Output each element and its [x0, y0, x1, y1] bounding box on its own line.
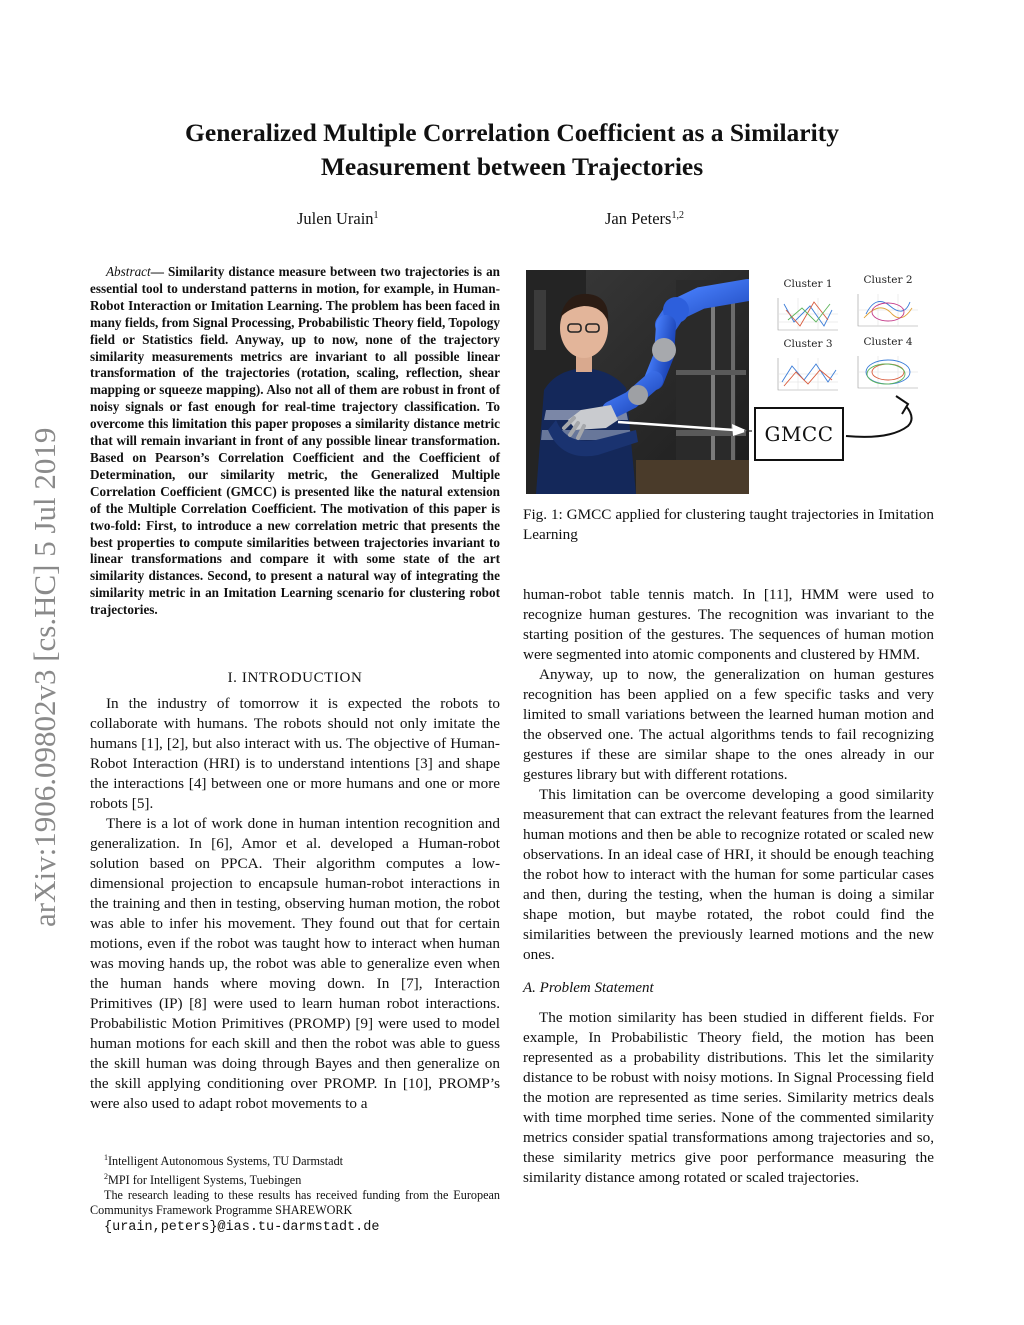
- figure-1: [526, 270, 926, 494]
- section-heading: I. INTRODUCTION: [227, 670, 363, 686]
- cluster-plot-3: Cluster 3: [770, 338, 846, 396]
- robot-interaction-photo: [526, 270, 749, 494]
- cluster-plot-1: Cluster 1: [770, 278, 846, 336]
- gmcc-box: GMCC: [754, 407, 844, 461]
- cluster-plot-2: Cluster 2: [850, 274, 926, 332]
- email-address[interactable]: {urain,peters}@ias.tu-darmstadt.de: [104, 1220, 380, 1235]
- author-name: Jan Peters: [605, 209, 672, 228]
- footnote-2: $^2$MPI for Intelligent Systems, Tuebingen: [104, 1172, 302, 1187]
- abstract-label: Abstract: [106, 264, 151, 279]
- cluster-plot-4: Cluster 4: [850, 336, 926, 394]
- right-column-text: [523, 585, 934, 1188]
- curved-arrow-icon: [844, 388, 916, 448]
- title-line-2: Measurement between Trajectories: [320, 152, 704, 181]
- intro-paragraph-2: There is a lot of work done in human intention recognition and generalization. In [6], Amor et al. developed a Human-robot solution based on PPCA. Their algorithm computes a low-dimensional projection to encapsule human-robot interactions in the training and then in testing, observing human motion, the robot was able to infer his movement. They found out that for certain motions, even if the robot was taught how to interact when human was moving hands up, the robot was able to generalize even when the human hands where moving down. In [7], Interaction Primitives (IP) [8] were used to learn human robot interactions. Probabilistic Motion Primitives (PROMP) [9] were used to model human motions for each skill and then the robot was able to guess the skill human was doing through Bayes and then generalize on the skill applying conditioning over PROMP. In [10], PROMP’s were also used to adapt robot movements to a: [90, 815, 500, 1112]
- subsection-heading: A. Problem Statement: [523, 980, 654, 996]
- author-affiliation-mark: 1: [373, 210, 379, 221]
- abstract: [90, 264, 500, 619]
- title-line-1: Generalized Multiple Correlation Coefficient as a Similarity: [185, 118, 839, 147]
- intro-paragraph-1: In the industry of tomorrow it is expected the robots to collaborate with humans. The robots should not only imitate the humans [1], [2], but also interact with us. The objective of Human-Robot Interaction (HRI) is to understand intentions [3] and shape the interactions [4] between one or more humans and one or more robots [5].: [90, 695, 500, 812]
- paragraph: Anyway, up to now, the generalization on human gestures recognition has been applied on a few specific tasks and very limited to small variations between the learned human motion and the observed one. The actual algorithms tends to fail recognizing gestures if these are similar shape to the ones already in our gestures library but with different rotations.: [523, 666, 934, 783]
- introduction-section: [90, 668, 500, 1114]
- paragraph: The motion similarity has been studied in different fields. For example, In Probabilistic Theory field, the motion has been represented as a probability distributions. This let the similarity distance to be robust with noisy motions. In Signal Processing field the motion are represented as time series. Similarity metrics deals with time morphed time series. None of the commented similarity metrics consider spatial transformations among trajectories and so, these similarity metrics give poor performance measuring the similarity distance among rotated or scaled trajectories.: [523, 1009, 934, 1186]
- funding-note: The research leading to these results has received funding from the European Communitys Framework Programme SHAREWORK: [90, 1188, 500, 1217]
- footnotes: [90, 1150, 500, 1237]
- author-2: [605, 209, 684, 229]
- figure-caption: Fig. 1: GMCC applied for clustering taught trajectories in Imitation Learning: [523, 506, 934, 543]
- arxiv-identifier: arXiv:1906.09802v3 [cs.HC] 5 Jul 2019: [27, 427, 62, 927]
- footnote-1: $^1$Intelligent Autonomous Systems, TU Darmstadt: [104, 1153, 344, 1168]
- author-affiliation-mark: 1,2: [671, 210, 684, 221]
- author-1: [297, 209, 379, 229]
- author-name: Julen Urain: [297, 209, 374, 228]
- abstract-dash: —: [150, 264, 168, 279]
- paper-title: [130, 116, 894, 184]
- abstract-text: Similarity distance measure between two trajectories is an essential tool to understand patterns in motion, for example, in Human-Robot Interaction or Imitation Learning. The problem has been faced in many fields, from Signal Processing, Probabilistic Theory field, Topology field or Statistics field. Anyway, up to now, none of the trajectory similarity measurements metrics are invariant to all possible linear transformation of the trajectories (rotation, scaling, reflection, shear mapping or squeeze mapping). Also not all of them are robust in front of noisy signals or fast enough for real-time trajectory classification. To overcome this limitation this paper proposes a similarity distance metric that will remain invariant in front of any possible linear transformation. Based on Pearson’s Correlation Coefficient and the Coefficient of Determination, our similarity metric, the Generalized Multiple Correlation Coefficient (GMCC) is presented like the natural extension of the Multiple Correlation Coefficient. The motivation of this paper is two-fold: First, to introduce a new correlation metric that presents the best properties to compute similarities between trajectories invariant to linear transformations and compare it with some state of the art similarity distances. Second, to present a natural way of integrating the similarity metric in an Imitation Learning scenario for clustering robot trajectories.: [90, 264, 500, 618]
- paragraph: human-robot table tennis match. In [11], HMM were used to recognize human gestures. The recognition was invariant to the starting position of the gestures. The sequences of human motion were segmented into atomic components and clustered by HMM.: [523, 586, 934, 663]
- paragraph: This limitation can be overcome developing a good similarity measurement that can extract the relevant features from the learned human motions and then be able to recognize rotated or scaled new observations. In an ideal case of HRI, it should be enough teaching the robot how to interact with the human for some particular cases and then, during the testing, when the human is doing a similar shape motion, but maybe rotated, the robot could find the similarities between the previously learned motions and the new ones.: [523, 786, 934, 963]
